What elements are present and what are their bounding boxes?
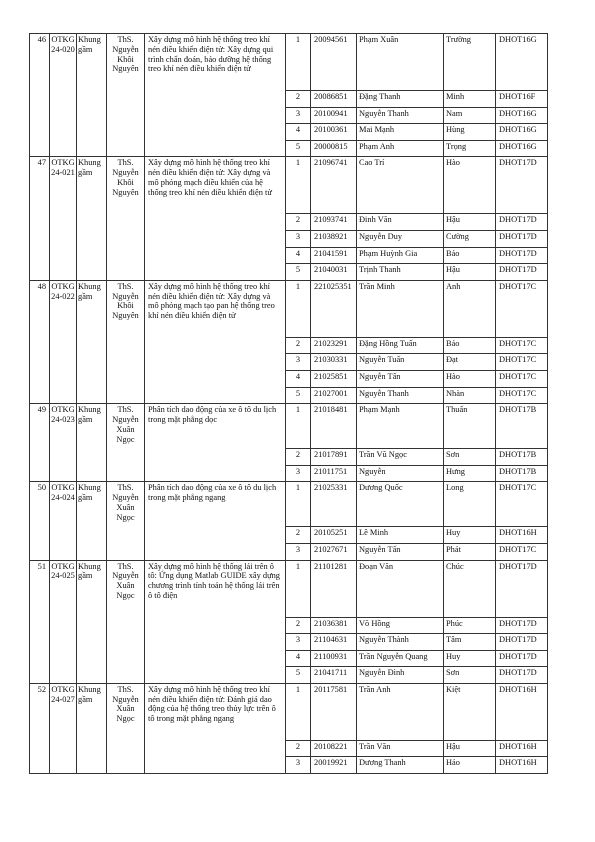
student-id: 20019921 — [311, 757, 357, 774]
student-last-name: Dương Thanh — [357, 757, 444, 774]
student-class: DHOT16H — [496, 527, 548, 544]
student-no: 4 — [286, 247, 311, 264]
student-no: 5 — [286, 387, 311, 404]
student-last-name: Nguyễn — [357, 465, 444, 482]
student-first-name: Hưng — [444, 465, 496, 482]
student-last-name: Dương Quốc — [357, 482, 444, 527]
student-last-name: Cao Trí — [357, 157, 444, 214]
student-id: 21040031 — [311, 264, 357, 281]
student-last-name: Trần Minh — [357, 280, 444, 337]
student-id: 21093741 — [311, 214, 357, 231]
student-id: 21030331 — [311, 354, 357, 371]
topic-index: 47 — [30, 157, 50, 280]
student-no: 5 — [286, 667, 311, 684]
student-id: 21036381 — [311, 617, 357, 634]
student-no: 1 — [286, 482, 311, 527]
student-id: 21027001 — [311, 387, 357, 404]
student-last-name: Phạm Huỳnh Gia — [357, 247, 444, 264]
topic-type: Khung gầm — [77, 280, 107, 403]
student-class: DHOT16H — [496, 740, 548, 757]
topic-supervisor: ThS. Nguyễn Khôi Nguyên — [107, 34, 145, 157]
student-class: DHOT17D — [496, 560, 548, 617]
student-class: DHOT16G — [496, 107, 548, 124]
student-id: 20086851 — [311, 91, 357, 108]
table-row — [30, 157, 548, 214]
student-first-name: Hào — [444, 157, 496, 214]
student-first-name: Đạt — [444, 354, 496, 371]
student-id: 21027671 — [311, 543, 357, 560]
student-class: DHOT17B — [496, 465, 548, 482]
student-first-name: Hùng — [444, 124, 496, 141]
student-last-name: Trần Vũ Ngọc — [357, 449, 444, 466]
topic-code: OTKG 24-020 — [50, 34, 77, 157]
student-id: 21025851 — [311, 370, 357, 387]
student-no: 3 — [286, 757, 311, 774]
student-first-name: Nhàn — [444, 387, 496, 404]
student-last-name: Trần Anh — [357, 683, 444, 740]
topic-supervisor: ThS. Nguyễn Xuân Ngọc — [107, 560, 145, 683]
student-class: DHOT17C — [496, 482, 548, 527]
student-first-name: Huy — [444, 527, 496, 544]
topic-index: 51 — [30, 560, 50, 683]
student-class: DHOT17D — [496, 157, 548, 214]
topic-supervisor: ThS. Nguyễn Khôi Nguyên — [107, 157, 145, 280]
student-first-name: Trọng — [444, 140, 496, 157]
student-first-name: Hảo — [444, 757, 496, 774]
table-row — [30, 34, 548, 91]
student-no: 3 — [286, 543, 311, 560]
student-no: 1 — [286, 34, 311, 91]
student-first-name: Hậu — [444, 264, 496, 281]
student-first-name: Long — [444, 482, 496, 527]
topic-supervisor: ThS. Nguyễn Xuân Ngọc — [107, 683, 145, 773]
student-class: DHOT16G — [496, 124, 548, 141]
student-last-name: Nguyễn Thanh — [357, 387, 444, 404]
student-no: 4 — [286, 650, 311, 667]
table-row — [30, 560, 548, 617]
student-id: 21025331 — [311, 482, 357, 527]
topic-code: OTKG 24-025 — [50, 560, 77, 683]
topic-index: 50 — [30, 482, 50, 560]
student-id: 21011751 — [311, 465, 357, 482]
student-class: DHOT17D — [496, 617, 548, 634]
student-last-name: Đoạn Văn — [357, 560, 444, 617]
topic-type: Khung gầm — [77, 404, 107, 482]
topic-type: Khung gầm — [77, 560, 107, 683]
student-first-name: Minh — [444, 91, 496, 108]
topic-index: 48 — [30, 280, 50, 403]
topic-type: Khung gầm — [77, 683, 107, 773]
student-last-name: Nguyễn Thành — [357, 634, 444, 651]
student-id: 21038921 — [311, 230, 357, 247]
student-last-name: Nguyễn Tấn — [357, 543, 444, 560]
student-id: 21101281 — [311, 560, 357, 617]
student-class: DHOT16H — [496, 683, 548, 740]
student-id: 20105251 — [311, 527, 357, 544]
student-no: 5 — [286, 140, 311, 157]
topic-index: 46 — [30, 34, 50, 157]
student-class: DHOT17C — [496, 337, 548, 354]
thesis-assignment-table — [29, 33, 548, 774]
table-row — [30, 404, 548, 449]
topic-code: OTKG 24-023 — [50, 404, 77, 482]
topic-title: Xây dựng mô hình hệ thống treo khí nén điều khiển điện tử: Xây dựng và mô phỏng mạch tạo pan hệ thống treo khí nén điều khiển điện tử — [145, 280, 286, 403]
topic-title: Xây dựng mô hình hệ thống lái trên ô tô: Ứng dụng Matlab GUIDE xây dựng chương trình tính toán hệ thống lái trên ô tô điện — [145, 560, 286, 683]
student-id: 20100361 — [311, 124, 357, 141]
student-id: 20117581 — [311, 683, 357, 740]
student-first-name: Hào — [444, 370, 496, 387]
student-no: 3 — [286, 107, 311, 124]
student-class: DHOT17D — [496, 650, 548, 667]
student-class: DHOT17C — [496, 370, 548, 387]
student-class: DHOT17B — [496, 449, 548, 466]
student-first-name: Cường — [444, 230, 496, 247]
table-row — [30, 280, 548, 337]
student-id: 21104631 — [311, 634, 357, 651]
student-class: DHOT16G — [496, 140, 548, 157]
student-no: 1 — [286, 157, 311, 214]
topic-title: Xây dựng mô hình hệ thống treo khí nén điều khiển điện tử: Đánh giá dao động của hệ thống treo thủy lực trên ô tô trong mặt phẳng ngang — [145, 683, 286, 773]
student-no: 2 — [286, 337, 311, 354]
student-no: 1 — [286, 404, 311, 449]
student-id: 21096741 — [311, 157, 357, 214]
student-class: DHOT17C — [496, 387, 548, 404]
student-last-name: Đặng Hồng Tuấn — [357, 337, 444, 354]
student-first-name: Bảo — [444, 337, 496, 354]
student-first-name: Sơn — [444, 449, 496, 466]
student-class: DHOT17C — [496, 280, 548, 337]
topic-supervisor: ThS. Nguyễn Khôi Nguyên — [107, 280, 145, 403]
student-class: DHOT17B — [496, 404, 548, 449]
student-last-name: Đinh Văn — [357, 214, 444, 231]
student-last-name: Đặng Thanh — [357, 91, 444, 108]
student-last-name: Phạm Xuân — [357, 34, 444, 91]
student-no: 2 — [286, 449, 311, 466]
topic-title: Phân tích dao động của xe ô tô du lịch trong mặt phẳng dọc — [145, 404, 286, 482]
student-last-name: Nguyễn Tuấn — [357, 354, 444, 371]
student-last-name: Phạm Anh — [357, 140, 444, 157]
topic-supervisor: ThS. Nguyễn Xuân Ngọc — [107, 482, 145, 560]
student-id: 20094561 — [311, 34, 357, 91]
student-last-name: Nguyễn Thanh — [357, 107, 444, 124]
student-class: DHOT16H — [496, 757, 548, 774]
student-last-name: Mai Mạnh — [357, 124, 444, 141]
student-last-name: Nguyễn Duy — [357, 230, 444, 247]
student-id: 21041591 — [311, 247, 357, 264]
student-no: 2 — [286, 214, 311, 231]
student-id: 20100941 — [311, 107, 357, 124]
student-class: DHOT16G — [496, 34, 548, 91]
student-last-name: Trịnh Thanh — [357, 264, 444, 281]
student-no: 2 — [286, 527, 311, 544]
student-no: 4 — [286, 370, 311, 387]
topic-type: Khung gầm — [77, 157, 107, 280]
student-no: 1 — [286, 280, 311, 337]
student-id: 221025351 — [311, 280, 357, 337]
student-last-name: Trần Văn — [357, 740, 444, 757]
student-class: DHOT17D — [496, 634, 548, 651]
student-no: 3 — [286, 230, 311, 247]
student-class: DHOT17D — [496, 214, 548, 231]
student-id: 21018481 — [311, 404, 357, 449]
student-id: 20000815 — [311, 140, 357, 157]
student-first-name: Tâm — [444, 634, 496, 651]
student-class: DHOT17C — [496, 543, 548, 560]
student-id: 21041711 — [311, 667, 357, 684]
student-last-name: Trần Nguyễn Quang — [357, 650, 444, 667]
student-no: 1 — [286, 560, 311, 617]
topic-index: 49 — [30, 404, 50, 482]
student-class: DHOT17D — [496, 264, 548, 281]
student-first-name: Nam — [444, 107, 496, 124]
topic-code: OTKG 24-022 — [50, 280, 77, 403]
student-first-name: Sơn — [444, 667, 496, 684]
topic-type: Khung gầm — [77, 34, 107, 157]
student-last-name: Nguyễn Đình — [357, 667, 444, 684]
topic-supervisor: ThS. Nguyễn Xuân Ngọc — [107, 404, 145, 482]
table-row — [30, 683, 548, 740]
student-class: DHOT17C — [496, 354, 548, 371]
topic-title: Phân tích dao động của xe ô tô du lịch trong mặt phẳng ngang — [145, 482, 286, 560]
student-last-name: Lê Minh — [357, 527, 444, 544]
student-id: 21100931 — [311, 650, 357, 667]
student-first-name: Hậu — [444, 740, 496, 757]
student-no: 4 — [286, 124, 311, 141]
student-no: 3 — [286, 465, 311, 482]
topic-code: OTKG 24-027 — [50, 683, 77, 773]
student-first-name: Chúc — [444, 560, 496, 617]
topic-code: OTKG 24-024 — [50, 482, 77, 560]
student-class: DHOT16F — [496, 91, 548, 108]
table-row — [30, 482, 548, 527]
topic-type: Khung gầm — [77, 482, 107, 560]
student-id: 20108221 — [311, 740, 357, 757]
student-first-name: Kiệt — [444, 683, 496, 740]
student-no: 2 — [286, 91, 311, 108]
student-no: 5 — [286, 264, 311, 281]
student-no: 3 — [286, 354, 311, 371]
student-first-name: Thuấn — [444, 404, 496, 449]
student-no: 3 — [286, 634, 311, 651]
student-id: 21017891 — [311, 449, 357, 466]
student-last-name: Phạm Mạnh — [357, 404, 444, 449]
student-no: 1 — [286, 683, 311, 740]
student-first-name: Huy — [444, 650, 496, 667]
student-first-name: Anh — [444, 280, 496, 337]
student-class: DHOT17D — [496, 247, 548, 264]
student-first-name: Phúc — [444, 617, 496, 634]
student-first-name: Bảo — [444, 247, 496, 264]
topic-title: Xây dựng mô hình hệ thống treo khí nén điều khiển điện tử: Xây dựng và mô phỏng mạch điều khiển của hệ thống treo khí nén điều khiển điện tử — [145, 157, 286, 280]
topic-code: OTKG 24-021 — [50, 157, 77, 280]
student-class: DHOT17D — [496, 667, 548, 684]
student-last-name: Võ Hồng — [357, 617, 444, 634]
student-first-name: Trường — [444, 34, 496, 91]
student-no: 2 — [286, 617, 311, 634]
student-first-name: Phát — [444, 543, 496, 560]
student-id: 21023291 — [311, 337, 357, 354]
student-no: 2 — [286, 740, 311, 757]
student-first-name: Hậu — [444, 214, 496, 231]
topic-title: Xây dựng mô hình hệ thống treo khí nén điều khiển điện tử: Xây dựng qui trình chẩn đoán, bảo dưỡng hệ thống treo khí nén điều khiển điện tử — [145, 34, 286, 157]
student-class: DHOT17D — [496, 230, 548, 247]
student-last-name: Nguyễn Tấn — [357, 370, 444, 387]
topic-index: 52 — [30, 683, 50, 773]
